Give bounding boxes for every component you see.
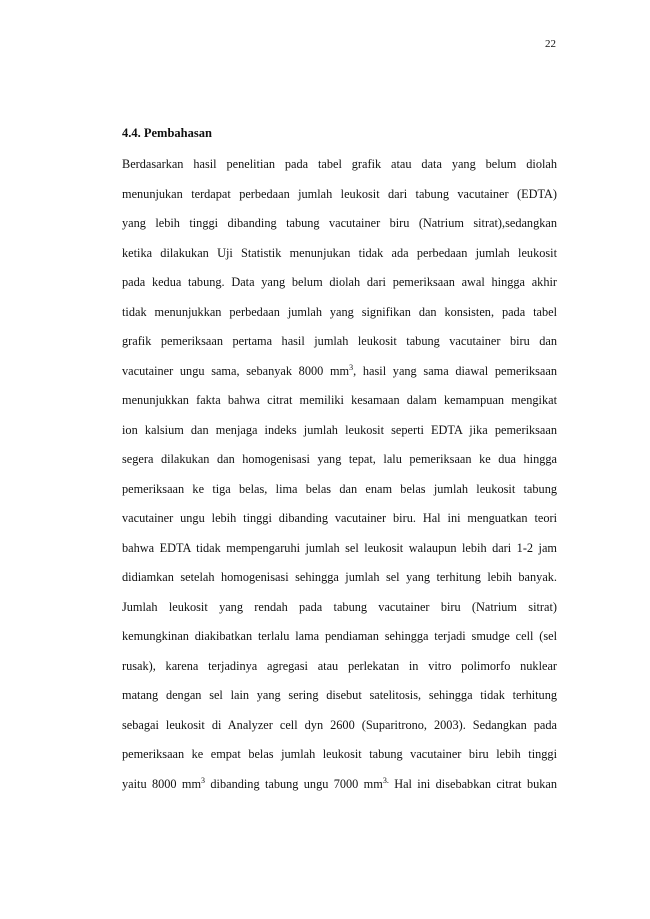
text-line: menunjukkan fakta bahwa citrat memiliki kesamaan dalam kemampuan mengikat bbox=[122, 393, 557, 407]
page-number: 22 bbox=[545, 38, 556, 50]
text-line: pemeriksaan ke empat belas jumlah leukosit tabung vacutainer biru lebih tinggi bbox=[122, 747, 557, 761]
superscript: 3 bbox=[349, 362, 354, 372]
text-line: ketika dilakukan Uji Statistik menunjukan tidak ada perbedaan jumlah leukosit bbox=[122, 245, 557, 260]
text-line: pada kedua tabung. Data yang belum diolah dari pemeriksaan awal hingga akhir bbox=[122, 275, 557, 289]
text-line bbox=[122, 770, 557, 800]
section-heading: 4.4. Pembahasan bbox=[122, 126, 212, 140]
text-segment: yaitu 8000 mm bbox=[122, 776, 202, 791]
text-segment: , hasil yang sama diawal pemeriksaan bbox=[353, 363, 557, 378]
text-line: rusak), karena terjadinya agregasi atau perlekatan in vitro polimorfo nuklear bbox=[122, 658, 557, 673]
superscript: 3. bbox=[382, 775, 389, 785]
text-line: yang lebih tinggi dibanding tabung vacutainer biru (Natrium sitrat),sedangkan bbox=[122, 216, 557, 230]
text-line: bahwa EDTA tidak mempengaruhi jumlah sel leukosit walaupun lebih dari 1-2 jam bbox=[122, 540, 557, 555]
text-line: sebagai leukosit di Analyzer cell dyn 2600 (Suparitrono, 2003). Sedangkan pada bbox=[122, 717, 557, 732]
body-paragraph bbox=[122, 150, 557, 799]
text-segment: vacutainer ungu sama, sebanyak 8000 mm bbox=[122, 363, 350, 378]
text-segment: dibanding tabung ungu 7000 mm bbox=[205, 776, 383, 791]
text-segment: Hal ini disebabkan citrat bukan bbox=[388, 776, 557, 791]
text-line: kemungkinan diakibatkan terlalu lama pendiaman sehingga terjadi smudge cell (sel bbox=[122, 629, 557, 643]
superscript: 3 bbox=[201, 775, 206, 785]
text-line: segera dilakukan dan homogenisasi yang tepat, lalu pemeriksaan ke dua hingga bbox=[122, 452, 557, 466]
text-line: grafik pemeriksaan pertama hasil jumlah leukosit tabung vacutainer biru dan bbox=[122, 334, 557, 348]
text-line: ion kalsium dan menjaga indeks jumlah leukosit seperti EDTA jika pemeriksaan bbox=[122, 422, 557, 437]
text-line: tidak menunjukkan perbedaan jumlah yang signifikan dan konsisten, pada tabel bbox=[122, 304, 557, 319]
text-line: menunjukan terdapat perbedaan jumlah leukosit dari tabung vacutainer (EDTA) bbox=[122, 186, 557, 201]
text-line: pemeriksaan ke tiga belas, lima belas dan enam belas jumlah leukosit tabung bbox=[122, 481, 557, 496]
text-line: Berdasarkan hasil penelitian pada tabel grafik atau data yang belum diolah bbox=[122, 157, 557, 171]
text-line bbox=[122, 357, 557, 387]
text-line: Jumlah leukosit yang rendah pada tabung vacutainer biru (Natrium sitrat) bbox=[122, 599, 557, 614]
text-line: matang dengan sel lain yang sering disebut satelitosis, sehingga tidak terhitung bbox=[122, 688, 557, 702]
text-line: didiamkan setelah homogenisasi sehingga jumlah sel yang terhitung lebih banyak. bbox=[122, 570, 557, 584]
text-line: vacutainer ungu lebih tinggi dibanding vacutainer biru. Hal ini menguatkan teori bbox=[122, 511, 557, 525]
